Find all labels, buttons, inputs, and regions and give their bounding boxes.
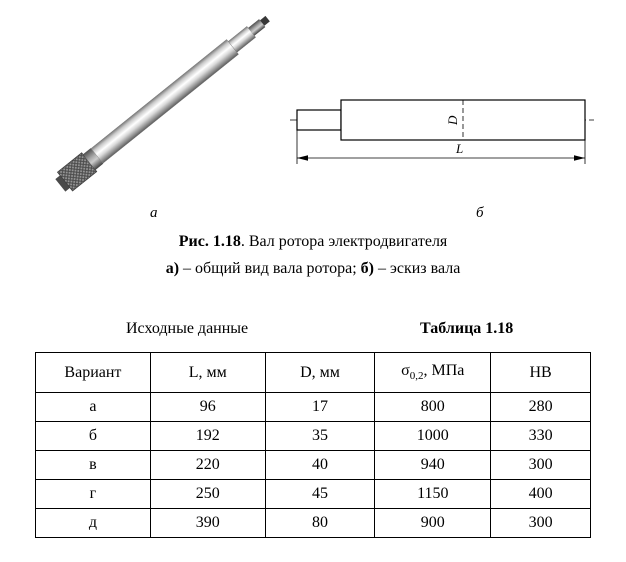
cell-diameter: 17 [265,393,375,422]
cell-hardness: 400 [491,480,591,509]
table-row [36,509,591,538]
figure-caption [0,233,626,251]
cell-variant: а [36,393,151,422]
cell-diameter: 35 [265,422,375,451]
cell-length: 390 [150,509,265,538]
subcaption-a-bold: а) [165,260,180,277]
table-row [36,480,591,509]
cell-yield: 940 [375,451,491,480]
table-number-label: Таблица 1.18 [420,320,514,337]
cell-yield: 1150 [375,480,491,509]
cell-length: 250 [150,480,265,509]
header-variant: Вариант [36,353,151,393]
table-row [36,451,591,480]
header-diameter: D, мм [265,353,375,393]
subcaption-a-text: – общий вид вала ротора; [179,260,361,277]
dim-label-d: D [445,115,460,125]
subcaption-b-bold: б) [360,260,374,277]
cell-yield: 800 [375,393,491,422]
cell-length: 192 [150,422,265,451]
subcaption-b-text: – эскиз вала [374,260,461,277]
cell-yield: 1000 [375,422,491,451]
cell-hardness: 300 [491,451,591,480]
cell-diameter: 45 [265,480,375,509]
figure-caption-text: . Вал ротора электродвигателя [240,233,448,250]
table-row [36,422,591,451]
figure-label-b: б [476,205,484,221]
cell-hardness: 330 [491,422,591,451]
shaft-sketch-graphic [288,88,596,180]
cell-length: 96 [150,393,265,422]
cell-diameter: 40 [265,451,375,480]
table-header-row [36,353,591,393]
source-data-table [35,352,591,538]
cell-length: 220 [150,451,265,480]
cell-yield: 900 [375,509,491,538]
rotor-shaft-photo [18,5,290,210]
header-hardness: НВ [491,353,591,393]
source-data-title: Исходные данные [126,320,249,337]
cell-variant: г [36,480,151,509]
cell-variant: б [36,422,151,451]
shaft-step-outline [297,110,341,130]
figure-subcaption [0,260,626,278]
header-yield-strength: $\sigma_{0,2}$, МПа [375,353,491,393]
arrowhead-right [574,155,585,161]
cell-hardness: 300 [491,509,591,538]
cell-variant: д [36,509,151,538]
figure-label-a: а [150,205,158,221]
cell-variant: в [36,451,151,480]
cell-hardness: 280 [491,393,591,422]
shaft-photo-graphic [18,5,290,205]
header-length: L, мм [150,353,265,393]
cell-diameter: 80 [265,509,375,538]
arrowhead-left [297,155,308,161]
shaft-sketch [288,88,596,185]
dim-label-l: L [456,141,464,156]
table-row [36,393,591,422]
figure-caption-ref: Рис. 1.18 [178,233,241,250]
